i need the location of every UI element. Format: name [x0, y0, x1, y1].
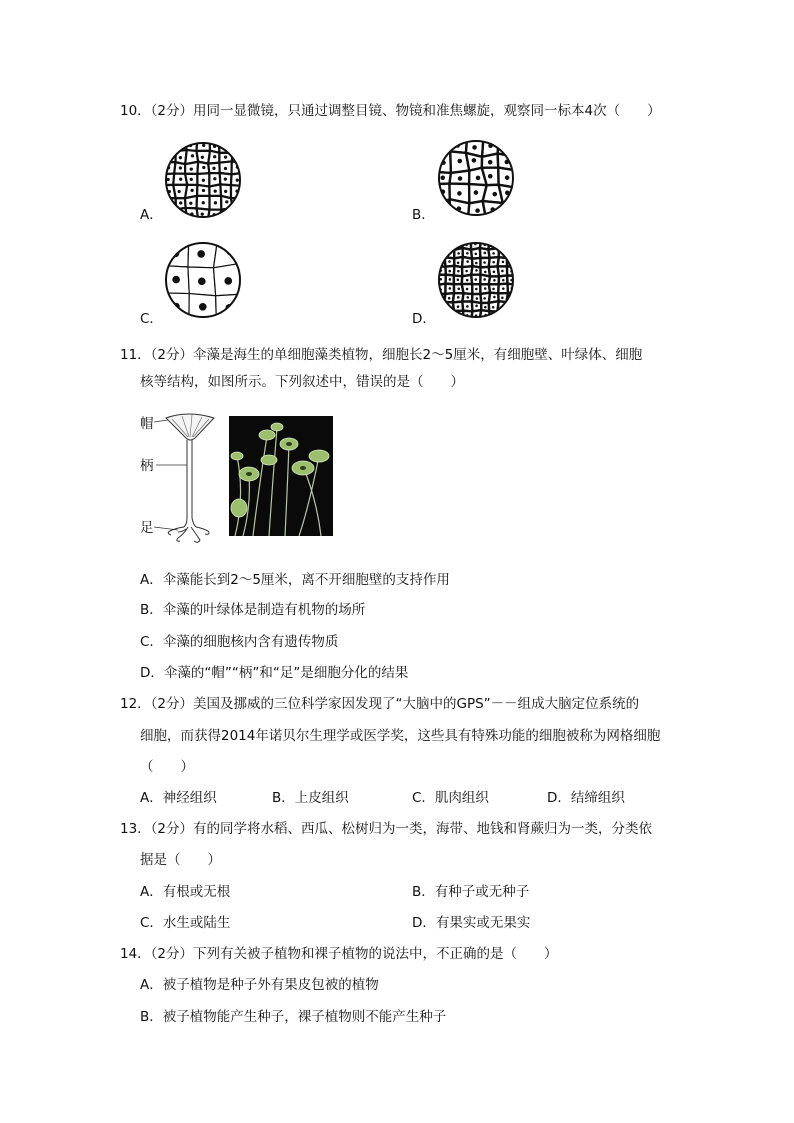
microscope-view-a [163, 140, 243, 220]
label-stalk: 柄 [140, 458, 154, 474]
q11-stem-line1: 11．（2分）伞藻是海生的单细胞藻类植物，细胞长2～5厘米，有细胞壁、叶绿体、细胞 [120, 347, 643, 363]
acetabularia-photo [229, 416, 333, 536]
microscope-view-d [436, 240, 516, 320]
q13-option-a: A．有根或无根 [140, 884, 231, 900]
microscope-view-b [436, 138, 516, 218]
q13-option-b: B．有种子或无种子 [412, 884, 530, 900]
q10-option-c-label: C． [140, 311, 163, 327]
microscope-view-c [163, 240, 243, 320]
q11-stem-line2: 核等结构，如图所示。下列叙述中，错误的是（ ） [140, 374, 464, 390]
q12-stem-line1: 12．（2分）美国及挪威的三位科学家因发现了“大脑中的GPS”－－组成大脑定位系统的 [120, 696, 640, 712]
q12-option-d: D．结缔组织 [547, 790, 625, 806]
q11-option-b: B．伞藻的叶绿体是制造有机物的场所 [140, 602, 366, 618]
q13-stem-line2: 据是（ ） [140, 852, 221, 868]
q11-option-a: A．伞藻能长到2～5厘米，离不开细胞壁的支持作用 [140, 572, 450, 588]
q13-stem-line1: 13．（2分）有的同学将水稻、西瓜、松树归为一类，海带、地钱和肾蕨归为一类，分类依 [120, 821, 653, 837]
label-foot: 足 [140, 520, 154, 536]
q12-option-c: C．肌肉组织 [412, 790, 489, 806]
q11-option-c: C．伞藻的细胞核内含有遗传物质 [140, 634, 339, 650]
q10-option-b-label: B． [412, 207, 435, 223]
q10-option-a-label: A． [140, 207, 163, 223]
q14-stem: 14．（2分）下列有关被子植物和裸子植物的说法中，不正确的是（ ） [120, 946, 558, 962]
q12-stem-line2: 细胞，而获得2014年诺贝尔生理学或医学奖，这些具有特殊功能的细胞被称为网格细胞 [140, 728, 661, 744]
q12-option-b: B．上皮组织 [272, 790, 349, 806]
q12-option-a: A．神经组织 [140, 790, 217, 806]
q13-option-d: D．有果实或无果实 [412, 915, 531, 931]
q12-stem-line3: （ ） [140, 759, 194, 775]
q13-option-c: C．水生或陆生 [140, 915, 231, 931]
q10-option-d-label: D． [412, 311, 436, 327]
q14-option-a: A．被子植物是种子外有果皮包被的植物 [140, 977, 379, 993]
q10-stem: 10．（2分）用同一显微镜，只通过调整目镜、物镜和准焦螺旋，观察同一标本4次（ ） [120, 103, 661, 119]
label-cap: 帽 [140, 416, 154, 432]
q11-option-d: D．伞藻的“帽”“柄”和“足”是细胞分化的结果 [140, 665, 409, 681]
q14-option-b: B．被子植物能产生种子，裸子植物则不能产生种子 [140, 1009, 447, 1025]
